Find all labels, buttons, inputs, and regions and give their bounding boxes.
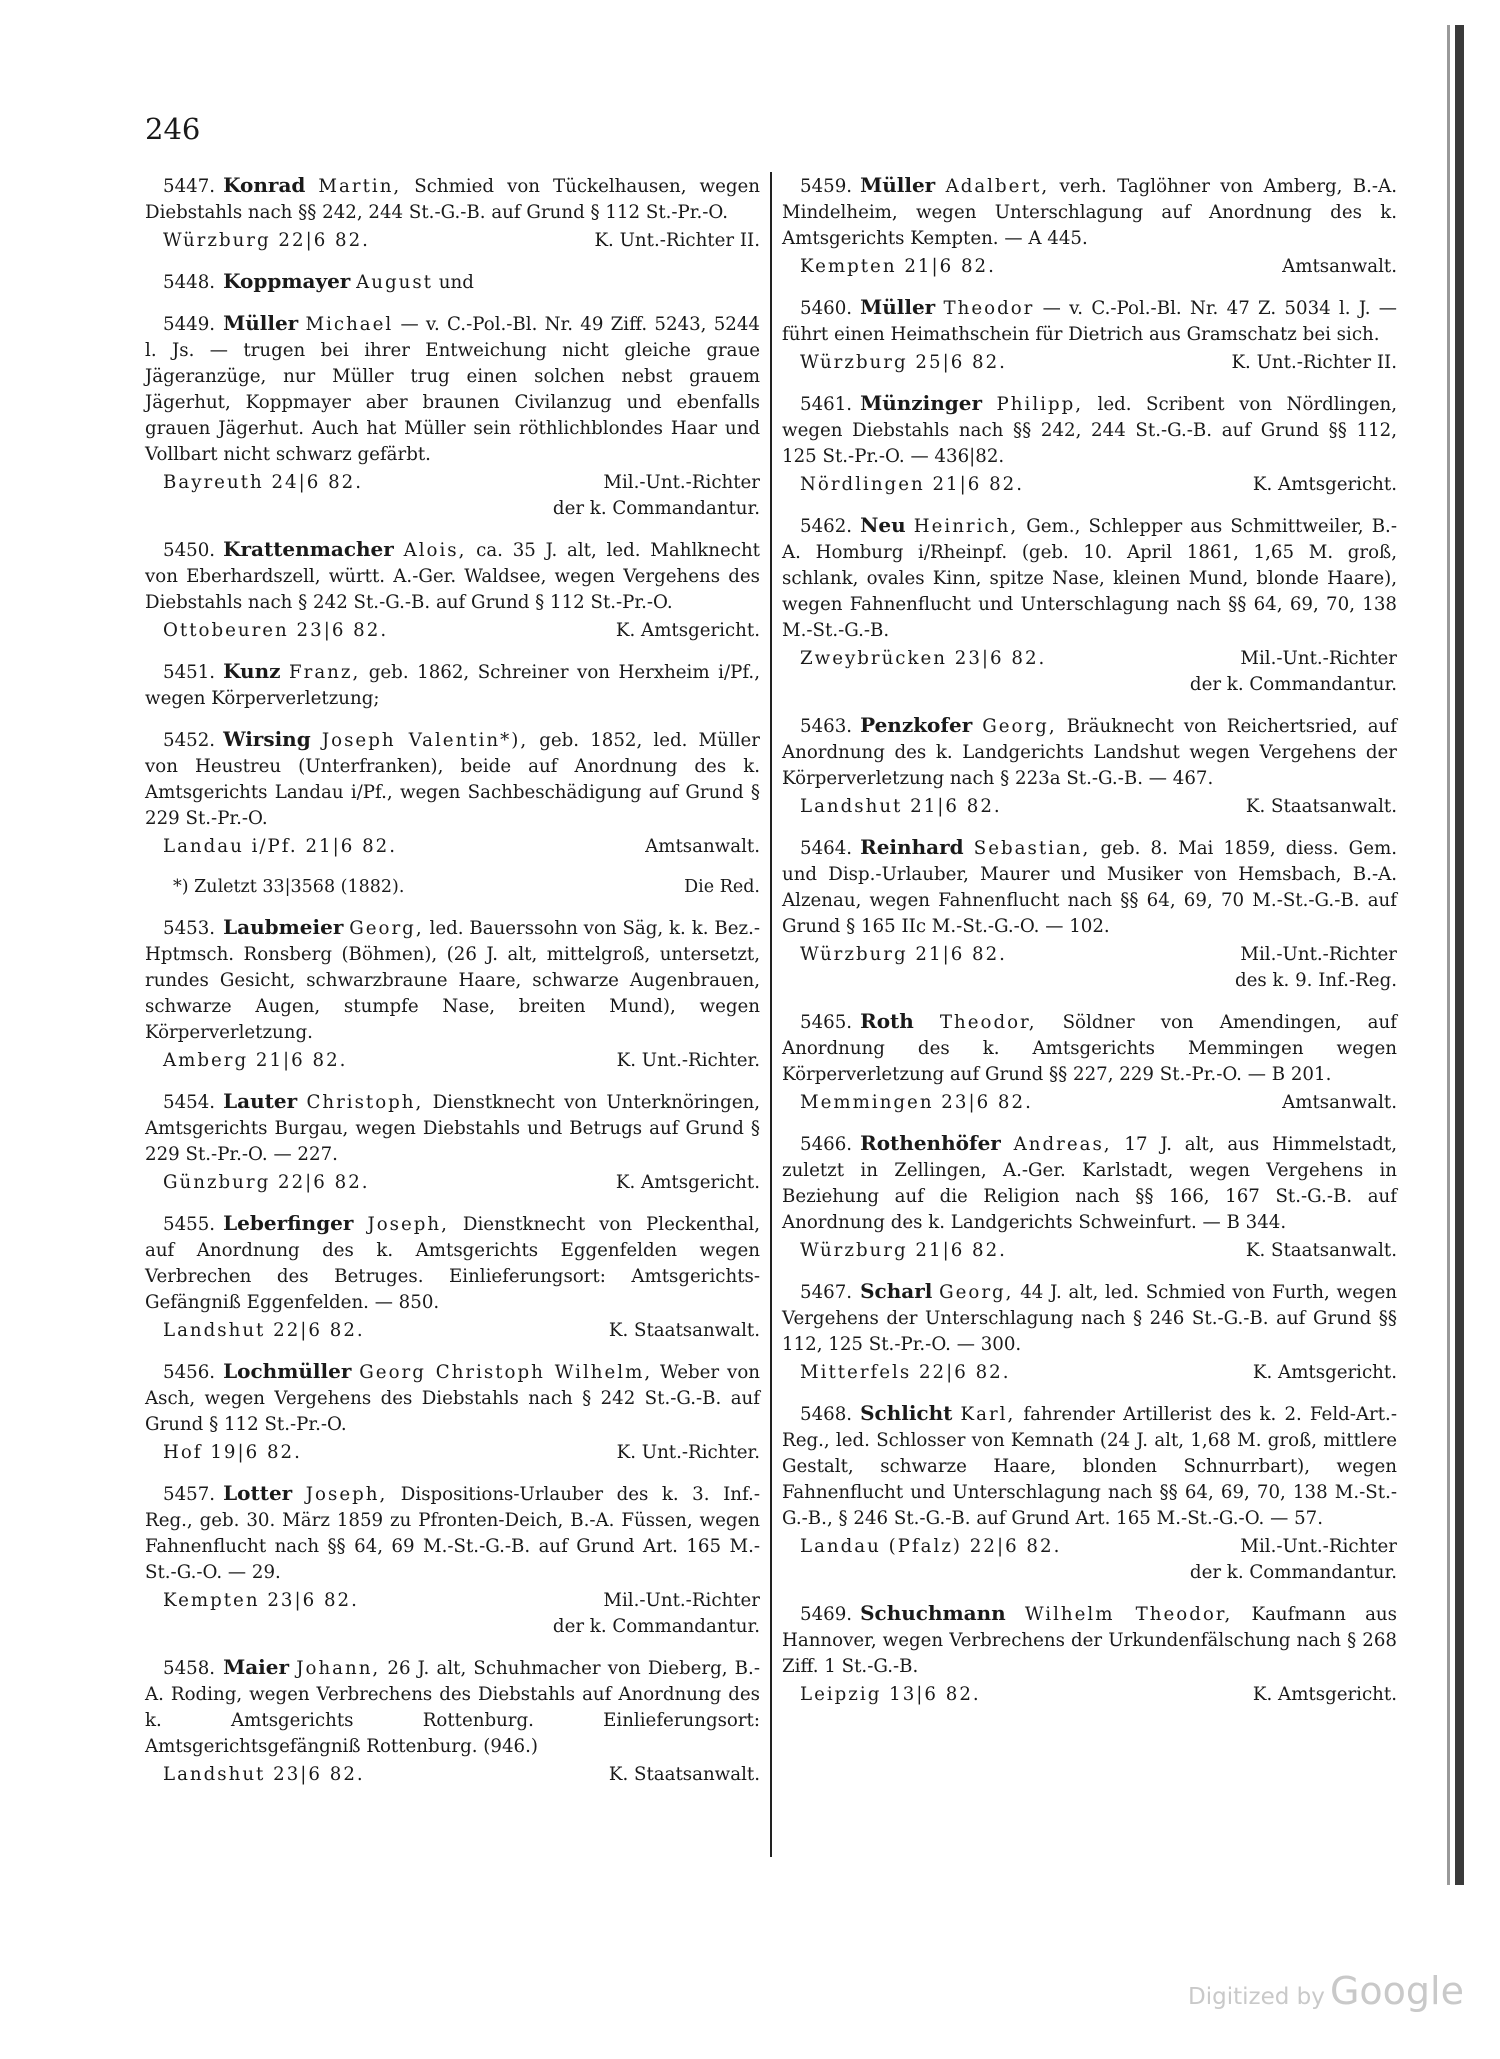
- entry-signature: [145, 470, 760, 522]
- entry-authority: [1253, 472, 1397, 498]
- entry-place-date: Ottobeuren 23|6 82.: [163, 620, 389, 641]
- entry: [145, 1088, 760, 1196]
- person-surname: Leberfinger: [223, 1211, 354, 1235]
- entry-place-date: Würzburg 25|6 82.: [800, 352, 1007, 373]
- entry: [145, 268, 760, 296]
- entry-text: und: [438, 272, 474, 293]
- person-forename: Sebastian,: [973, 838, 1091, 859]
- entry-number: 5469.: [800, 1604, 853, 1625]
- entry-body: [782, 1008, 1397, 1088]
- authority-line: Amtsanwalt.: [1282, 1092, 1397, 1113]
- entry-place-date: Landshut 23|6 82.: [163, 1764, 365, 1785]
- person-forename: Andreas,: [1013, 1134, 1112, 1155]
- person-forename: Joseph Valentin*),: [321, 730, 529, 751]
- entry-text: Weber von Asch, wegen Vergehens des Diebstahls nach § 242 St.-G.-B. auf Grund § 112 St.-Pr.-O.: [145, 1362, 760, 1435]
- entry-authority: [1253, 1682, 1397, 1708]
- entry-text: Dispositions-Urlauber des k. 3. Inf.-Reg., geb. 30. März 1859 zu Pfronten-Deich, B.-A. Füssen, wegen Fahnenflucht nach §§ 64, 69 M.-St.-G.-B. auf Grund Art. 165 M.-St.-G.-O. — 29.: [145, 1484, 760, 1583]
- person-surname: Penzkofer: [860, 713, 973, 737]
- authority-line: K. Amtsgericht.: [1252, 1684, 1397, 1705]
- entry-text: Schmied von Tückelhausen, wegen Diebstahls nach §§ 242, 244 St.-G.-B. auf Grund § 112 St.-Pr.-O.: [145, 176, 760, 223]
- entry-place-date: Nördlingen 21|6 82.: [800, 474, 1024, 495]
- entry-place-date: Würzburg 21|6 82.: [800, 1240, 1007, 1261]
- watermark-brand: Google: [1329, 1969, 1464, 2013]
- entry: [782, 1600, 1397, 1708]
- entry: [782, 294, 1397, 376]
- entry-text: geb. 1852, led. Müller von Heustreu (Unterfranken), beide auf Anordnung des k. Amtsgerichts Landau i/Pf., wegen Sachbeschädigung auf Grund § 229 St.-Pr.-O.: [145, 730, 760, 829]
- person-surname: Koppmayer: [223, 269, 351, 293]
- entry-number: 5452.: [163, 730, 216, 751]
- entry-body: [145, 1210, 760, 1316]
- person-surname: Schuchmann: [860, 1601, 1006, 1625]
- entry-place-date: Landshut 22|6 82.: [163, 1320, 365, 1341]
- entry-text: Gem., Schlepper aus Schmittweiler, B.-A. Homburg i/Rheinpf. (geb. 10. April 1861, 1,65 M. groß, schlank, ovales Kinn, spitze Nase, kleinen Mund, blonde Haare), wegen Fahnenflucht und Unterschlagung nach §§ 64, 69, 70, 138 M.-St.-G.-B.: [782, 516, 1397, 641]
- entry-authority: [617, 1048, 760, 1074]
- entry-text: Söldner von Amendingen, auf Anordnung des k. Amtsgerichts Memmingen wegen Körperverletzung auf Grund §§ 227, 229 St.-Pr.-O. — B 201.: [782, 1012, 1397, 1085]
- right-column: [782, 172, 1397, 1722]
- person-forename: Theodor,: [939, 1012, 1037, 1033]
- entry-place-date: Kempten 23|6 82.: [163, 1590, 359, 1611]
- authority-line: des k. 9. Inf.-Reg.: [1234, 970, 1397, 991]
- authority-line: Mil.-Unt.-Richter: [1240, 1536, 1397, 1557]
- entry-number: 5464.: [800, 838, 853, 859]
- entry-body: [145, 172, 760, 226]
- entry-signature: [782, 1682, 1397, 1708]
- book-spine: [1455, 25, 1464, 1885]
- entry-text: 26 J. alt, Schuhmacher von Dieberg, B.-A. Roding, wegen Verbrechens des Diebstahls auf Anordnung des k. Amtsgerichts Rottenburg. Einlieferungsort: Amtsgerichtsgefängniß Rottenburg. (946.): [145, 1658, 760, 1757]
- entry-body: [145, 1088, 760, 1168]
- entry-place-date: Leipzig 13|6 82.: [800, 1684, 981, 1705]
- entry-place-date: Amberg 21|6 82.: [163, 1050, 348, 1071]
- entry: [145, 658, 760, 712]
- authority-line: K. Staatsanwalt.: [608, 1320, 760, 1341]
- entry-text: — v. C.-Pol.-Bl. Nr. 49 Ziff. 5243, 5244 l. Js. — trugen bei ihrer Entweichung nicht gleiche graue Jägeranzüge, nur Müller trug einen solchen nebst grauem Jägerhut, Koppmayer aber braunen Civilanzug und ebenfalls grauen Jägerhut. Auch hat Müller sein röthlichblondes Haar und Vollbart nicht schwarz gefärbt.: [145, 314, 760, 465]
- entry-signature: [145, 1762, 760, 1788]
- entry-authority: [1190, 1534, 1397, 1586]
- entry-signature: [782, 942, 1397, 994]
- person-forename: Martin,: [318, 176, 402, 197]
- entry-body: [145, 1358, 760, 1438]
- person-surname: Lochmüller: [223, 1359, 352, 1383]
- entry-body: [782, 1130, 1397, 1236]
- person-surname: Krattenmacher: [223, 537, 394, 561]
- person-surname: Konrad: [223, 173, 306, 197]
- person-surname: Müller: [223, 311, 299, 335]
- person-surname: Maier: [223, 1655, 290, 1679]
- entry-authority: [1282, 1090, 1397, 1116]
- person-forename: Philipp,: [996, 394, 1084, 415]
- entry-place-date: Memmingen 23|6 82.: [800, 1092, 1033, 1113]
- entry-signature: [145, 1318, 760, 1344]
- person-surname: Laubmeier: [223, 915, 344, 939]
- entry-number: 5454.: [163, 1092, 216, 1113]
- person-surname: Wirsing: [223, 727, 311, 751]
- entry-authority: [1190, 646, 1397, 698]
- authority-line: der k. Commandantur.: [1189, 1562, 1397, 1583]
- authority-line: K. Unt.-Richter II.: [594, 230, 760, 251]
- entry: [145, 726, 760, 860]
- footnote: [145, 874, 760, 900]
- entry-number: 5453.: [163, 918, 216, 939]
- entry-body: [782, 172, 1397, 252]
- entry: [782, 1400, 1397, 1586]
- entry-number: 5466.: [800, 1134, 853, 1155]
- entry: [145, 1480, 760, 1640]
- entry: [782, 712, 1397, 820]
- entry-number: 5462.: [800, 516, 853, 537]
- entry-place-date: Mitterfels 22|6 82.: [800, 1362, 1011, 1383]
- entry-body: [782, 512, 1397, 644]
- entry-authority: [645, 834, 760, 860]
- entry-body: [145, 268, 760, 296]
- entry-text: Dienstknecht von Unterknöringen, Amtsgerichts Burgau, wegen Diebstahls und Betrugs auf Grund § 229 St.-Pr.-O. — 227.: [145, 1092, 760, 1165]
- entry-signature: [145, 618, 760, 644]
- person-forename: Michael: [305, 314, 394, 335]
- authority-line: der k. Commandantur.: [552, 1616, 760, 1637]
- entry-text: Dienstknecht von Pleckenthal, auf Anordnung des k. Amtsgerichts Eggenfelden wegen Verbrechen des Betruges. Einlieferungsort: Amtsgerichts-Gefängniß Eggenfelden. — 850.: [145, 1214, 760, 1313]
- entry-number: 5450.: [163, 540, 216, 561]
- entry-number: 5460.: [800, 298, 853, 319]
- entry-number: 5463.: [800, 716, 853, 737]
- entry-authority: [1282, 254, 1397, 280]
- person-surname: Roth: [860, 1009, 914, 1033]
- entry-signature: [782, 1238, 1397, 1264]
- person-surname: Neu: [860, 513, 906, 537]
- entry-authority: [1246, 794, 1397, 820]
- entry-authority: [609, 1762, 760, 1788]
- entry-text: Kaufmann aus Hannover, wegen Verbrechens der Urkundenfälschung nach § 268 Ziff. 1 St.-G.-B.: [782, 1604, 1397, 1677]
- entry: [145, 1210, 760, 1344]
- entry-body: [782, 294, 1397, 348]
- entry-authority: [553, 1588, 760, 1640]
- authority-line: Mil.-Unt.-Richter: [1240, 944, 1397, 965]
- entry-text: geb. 1862, Schreiner von Herxheim i/Pf., wegen Körperverletzung;: [145, 662, 760, 709]
- entry-place-date: Bayreuth 24|6 82.: [163, 472, 364, 493]
- authority-line: K. Amtsgericht.: [1252, 1362, 1397, 1383]
- authority-line: der k. Commandantur.: [552, 498, 760, 519]
- authority-line: Mil.-Unt.-Richter: [603, 472, 760, 493]
- person-forename: Joseph,: [305, 1484, 388, 1505]
- entry-body: [782, 1600, 1397, 1680]
- person-surname: Schlicht: [860, 1401, 953, 1425]
- entry-place-date: Würzburg 22|6 82.: [163, 230, 370, 251]
- person-forename: August: [356, 272, 433, 293]
- entry-text: led. Bauerssohn von Säg, k. k. Bez.-Hptmsch. Ronsberg (Böhmen), (26 J. alt, mittelgroß, untersetzt, rundes Gesicht, schwarzbraune Haare, schwarze Augenbrauen, schwarze Augen, stumpfe Nase, breiten Mund), wegen Körperverletzung.: [145, 918, 760, 1043]
- entry-authority: [609, 1318, 760, 1344]
- entry-place-date: Günzburg 22|6 82.: [163, 1172, 370, 1193]
- person-forename: Georg,: [982, 716, 1057, 737]
- watermark: [1188, 1969, 1464, 2013]
- person-surname: Rothenhöfer: [860, 1131, 1001, 1155]
- person-forename: Georg,: [349, 918, 424, 939]
- entry-number: 5451.: [163, 662, 216, 683]
- footnote-editor: Die Red.: [684, 877, 760, 897]
- entry: [782, 1130, 1397, 1264]
- entry-body: [782, 834, 1397, 940]
- entry-signature: [782, 350, 1397, 376]
- entry-body: [145, 726, 760, 832]
- entry-number: 5457.: [163, 1484, 216, 1505]
- entry-number: 5465.: [800, 1012, 853, 1033]
- person-surname: Lauter: [223, 1089, 298, 1113]
- entry-signature: [782, 472, 1397, 498]
- book-spine-shadow: [1447, 25, 1450, 1885]
- entry-body: [145, 536, 760, 616]
- entry-authority: [617, 1440, 760, 1466]
- entry-signature: [782, 1534, 1397, 1586]
- person-forename: Johann,: [296, 1658, 381, 1679]
- person-forename: Georg Christoph Wilhelm,: [359, 1362, 653, 1383]
- entry-place-date: Landau (Pfalz) 22|6 82.: [800, 1536, 1062, 1557]
- entry-authority: [1231, 350, 1397, 376]
- entry-signature: [145, 834, 760, 860]
- entry-body: [145, 1654, 760, 1760]
- entry: [145, 914, 760, 1074]
- entry-body: [782, 1400, 1397, 1532]
- entry-number: 5448.: [163, 272, 216, 293]
- person-forename: Theodor: [943, 298, 1035, 319]
- footnote-text: *) Zuletzt 33|3568 (1882).: [173, 877, 405, 897]
- entry-text: 44 J. alt, led. Schmied von Furth, wegen Vergehens der Unterschlagung nach § 246 St.-G.-B. auf Grund §§ 112, 125 St.-Pr.-O. — 300.: [782, 1282, 1397, 1355]
- entry-authority: [616, 1170, 760, 1196]
- watermark-prefix: Digitized by: [1188, 1984, 1325, 2010]
- entry-text: ca. 35 J. alt, led. Mahlknecht von Eberhardszell, württ. A.-Ger. Waldsee, wegen Vergehens des Diebstahls nach § 242 St.-G.-B. auf Grund § 112 St.-Pr.-O.: [145, 540, 760, 613]
- entry-place-date: Hof 19|6 82.: [163, 1442, 302, 1463]
- entry-text: Bräuknecht von Reichertsried, auf Anordnung des k. Landgerichts Landshut wegen Vergehens der Körperverletzung nach § 223a St.-G.-B. — 467.: [782, 716, 1397, 789]
- entry: [145, 172, 760, 254]
- entry-signature: [145, 228, 760, 254]
- entry: [782, 390, 1397, 498]
- entry-authority: [1235, 942, 1397, 994]
- authority-line: Amtsanwalt.: [1282, 256, 1397, 277]
- entry-number: 5456.: [163, 1362, 216, 1383]
- entry-text: fahrender Artillerist des k. 2. Feld-Art.-Reg., led. Schlosser von Kemnath (24 J. alt, 1,68 M. groß, mittlere Gestalt, schwarze Haare, blonden Schnurrbart), wegen Fahnenflucht und Unterschlagung nach §§ 64, 69, 70, 138 M.-St.-G.-B., § 246 St.-G.-B. auf Grund Art. 165 M.-St.-G.-O. — 57.: [782, 1404, 1397, 1529]
- entry-text: — v. C.-Pol.-Bl. Nr. 47 Z. 5034 l. J. — führt einen Heimathschein für Dietrich aus Gramschatz bei sich.: [782, 298, 1397, 345]
- entry: [145, 536, 760, 644]
- entry-body: [782, 390, 1397, 470]
- entry-signature: [145, 1048, 760, 1074]
- entry: [782, 172, 1397, 280]
- person-forename: Heinrich,: [913, 516, 1019, 537]
- person-forename: Karl,: [960, 1404, 1016, 1425]
- person-surname: Reinhard: [860, 835, 964, 859]
- authority-line: K. Unt.-Richter.: [616, 1050, 760, 1071]
- person-forename: Adalbert,: [945, 176, 1050, 197]
- entry: [782, 1008, 1397, 1116]
- person-surname: Lotter: [223, 1481, 293, 1505]
- entry-signature: [782, 1090, 1397, 1116]
- entry-place-date: Würzburg 21|6 82.: [800, 944, 1007, 965]
- person-surname: Müller: [860, 295, 936, 319]
- entry-number: 5459.: [800, 176, 853, 197]
- person-forename: Georg,: [939, 1282, 1014, 1303]
- entry-body: [145, 914, 760, 1046]
- entry-signature: [782, 646, 1397, 698]
- entry-number: 5468.: [800, 1404, 853, 1425]
- entry: [782, 1278, 1397, 1386]
- entry: [782, 512, 1397, 698]
- authority-line: K. Amtsgericht.: [615, 1172, 760, 1193]
- entry-text: led. Scribent von Nördlingen, wegen Diebstahls nach §§ 242, 244 St.-G.-B. auf Grund §§ 112, 125 St.-Pr.-O. — 436|82.: [782, 394, 1397, 467]
- person-surname: Münzinger: [860, 391, 983, 415]
- entry-text: geb. 8. Mai 1859, diess. Gem. und Disp.-Urlauber, Maurer und Musiker von Hemsbach, B.-A. Alzenau, wegen Fahnenflucht nach §§ 64, 69, 70 M.-St.-G.-B. auf Grund § 165 IIc M.-St.-G.-O. — 102.: [782, 838, 1397, 937]
- entry-number: 5455.: [163, 1214, 216, 1235]
- authority-line: K. Amtsgericht.: [615, 620, 760, 641]
- entry-number: 5449.: [163, 314, 216, 335]
- authority-line: K. Staatsanwalt.: [1245, 1240, 1397, 1261]
- authority-line: K. Staatsanwalt.: [608, 1764, 760, 1785]
- left-column: [145, 172, 760, 1802]
- person-surname: Müller: [860, 173, 936, 197]
- entry-number: 5447.: [163, 176, 216, 197]
- entry-signature: [145, 1588, 760, 1640]
- entry-authority: [594, 228, 760, 254]
- entry-text: 17 J. alt, aus Himmelstadt, zuletzt in Zellingen, A.-Ger. Karlstadt, wegen Vergehens in Beziehung auf die Religion nach §§ 166, 167 St.-G.-B. auf Anordnung des k. Landgerichts Schweinfurt. — B 344.: [782, 1134, 1397, 1233]
- entry-body: [145, 1480, 760, 1586]
- entry-authority: [616, 618, 760, 644]
- entry-body: [145, 658, 760, 712]
- entry-authority: [1253, 1360, 1397, 1386]
- entry-place-date: Zweybrücken 23|6 82.: [800, 648, 1047, 669]
- entry-authority: [1246, 1238, 1397, 1264]
- person-surname: Scharl: [860, 1279, 933, 1303]
- column-divider: [770, 172, 772, 1857]
- entry-body: [782, 1278, 1397, 1358]
- authority-line: K. Unt.-Richter.: [616, 1442, 760, 1463]
- entry-place-date: Kempten 21|6 82.: [800, 256, 996, 277]
- person-forename: Alois,: [403, 540, 467, 561]
- entry: [145, 1654, 760, 1788]
- page-number: 246: [145, 112, 201, 146]
- entry-body: [782, 712, 1397, 792]
- authority-line: K. Amtsgericht.: [1252, 474, 1397, 495]
- entry-signature: [145, 1440, 760, 1466]
- entry-number: 5461.: [800, 394, 853, 415]
- person-forename: Christoph,: [306, 1092, 424, 1113]
- entry-place-date: Landshut 21|6 82.: [800, 796, 1002, 817]
- entry: [782, 834, 1397, 994]
- entry-number: 5467.: [800, 1282, 853, 1303]
- entry-number: 5458.: [163, 1658, 216, 1679]
- authority-line: Mil.-Unt.-Richter: [603, 1590, 760, 1611]
- authority-line: K. Staatsanwalt.: [1245, 796, 1397, 817]
- entry-body: [145, 310, 760, 468]
- person-forename: Joseph,: [367, 1214, 449, 1235]
- authority-line: Amtsanwalt.: [645, 836, 760, 857]
- authority-line: K. Unt.-Richter II.: [1231, 352, 1397, 373]
- entry-signature: [782, 254, 1397, 280]
- entry-signature: [782, 1360, 1397, 1386]
- person-forename: Wilhelm Theodor,: [1024, 1604, 1233, 1625]
- entry-text: verh. Taglöhner von Amberg, B.-A. Mindelheim, wegen Unterschlagung auf Anordnung des k. Amtsgerichts Kempten. — A 445.: [782, 176, 1397, 249]
- person-forename: Franz,: [289, 662, 361, 683]
- entry: [145, 1358, 760, 1466]
- authority-line: der k. Commandantur.: [1189, 674, 1397, 695]
- authority-line: Mil.-Unt.-Richter: [1240, 648, 1397, 669]
- entry-authority: [553, 470, 760, 522]
- entry-signature: [145, 1170, 760, 1196]
- person-surname: Kunz: [223, 659, 281, 683]
- entry-place-date: Landau i/Pf. 21|6 82.: [163, 836, 397, 857]
- entry-signature: [782, 794, 1397, 820]
- entry: [145, 310, 760, 522]
